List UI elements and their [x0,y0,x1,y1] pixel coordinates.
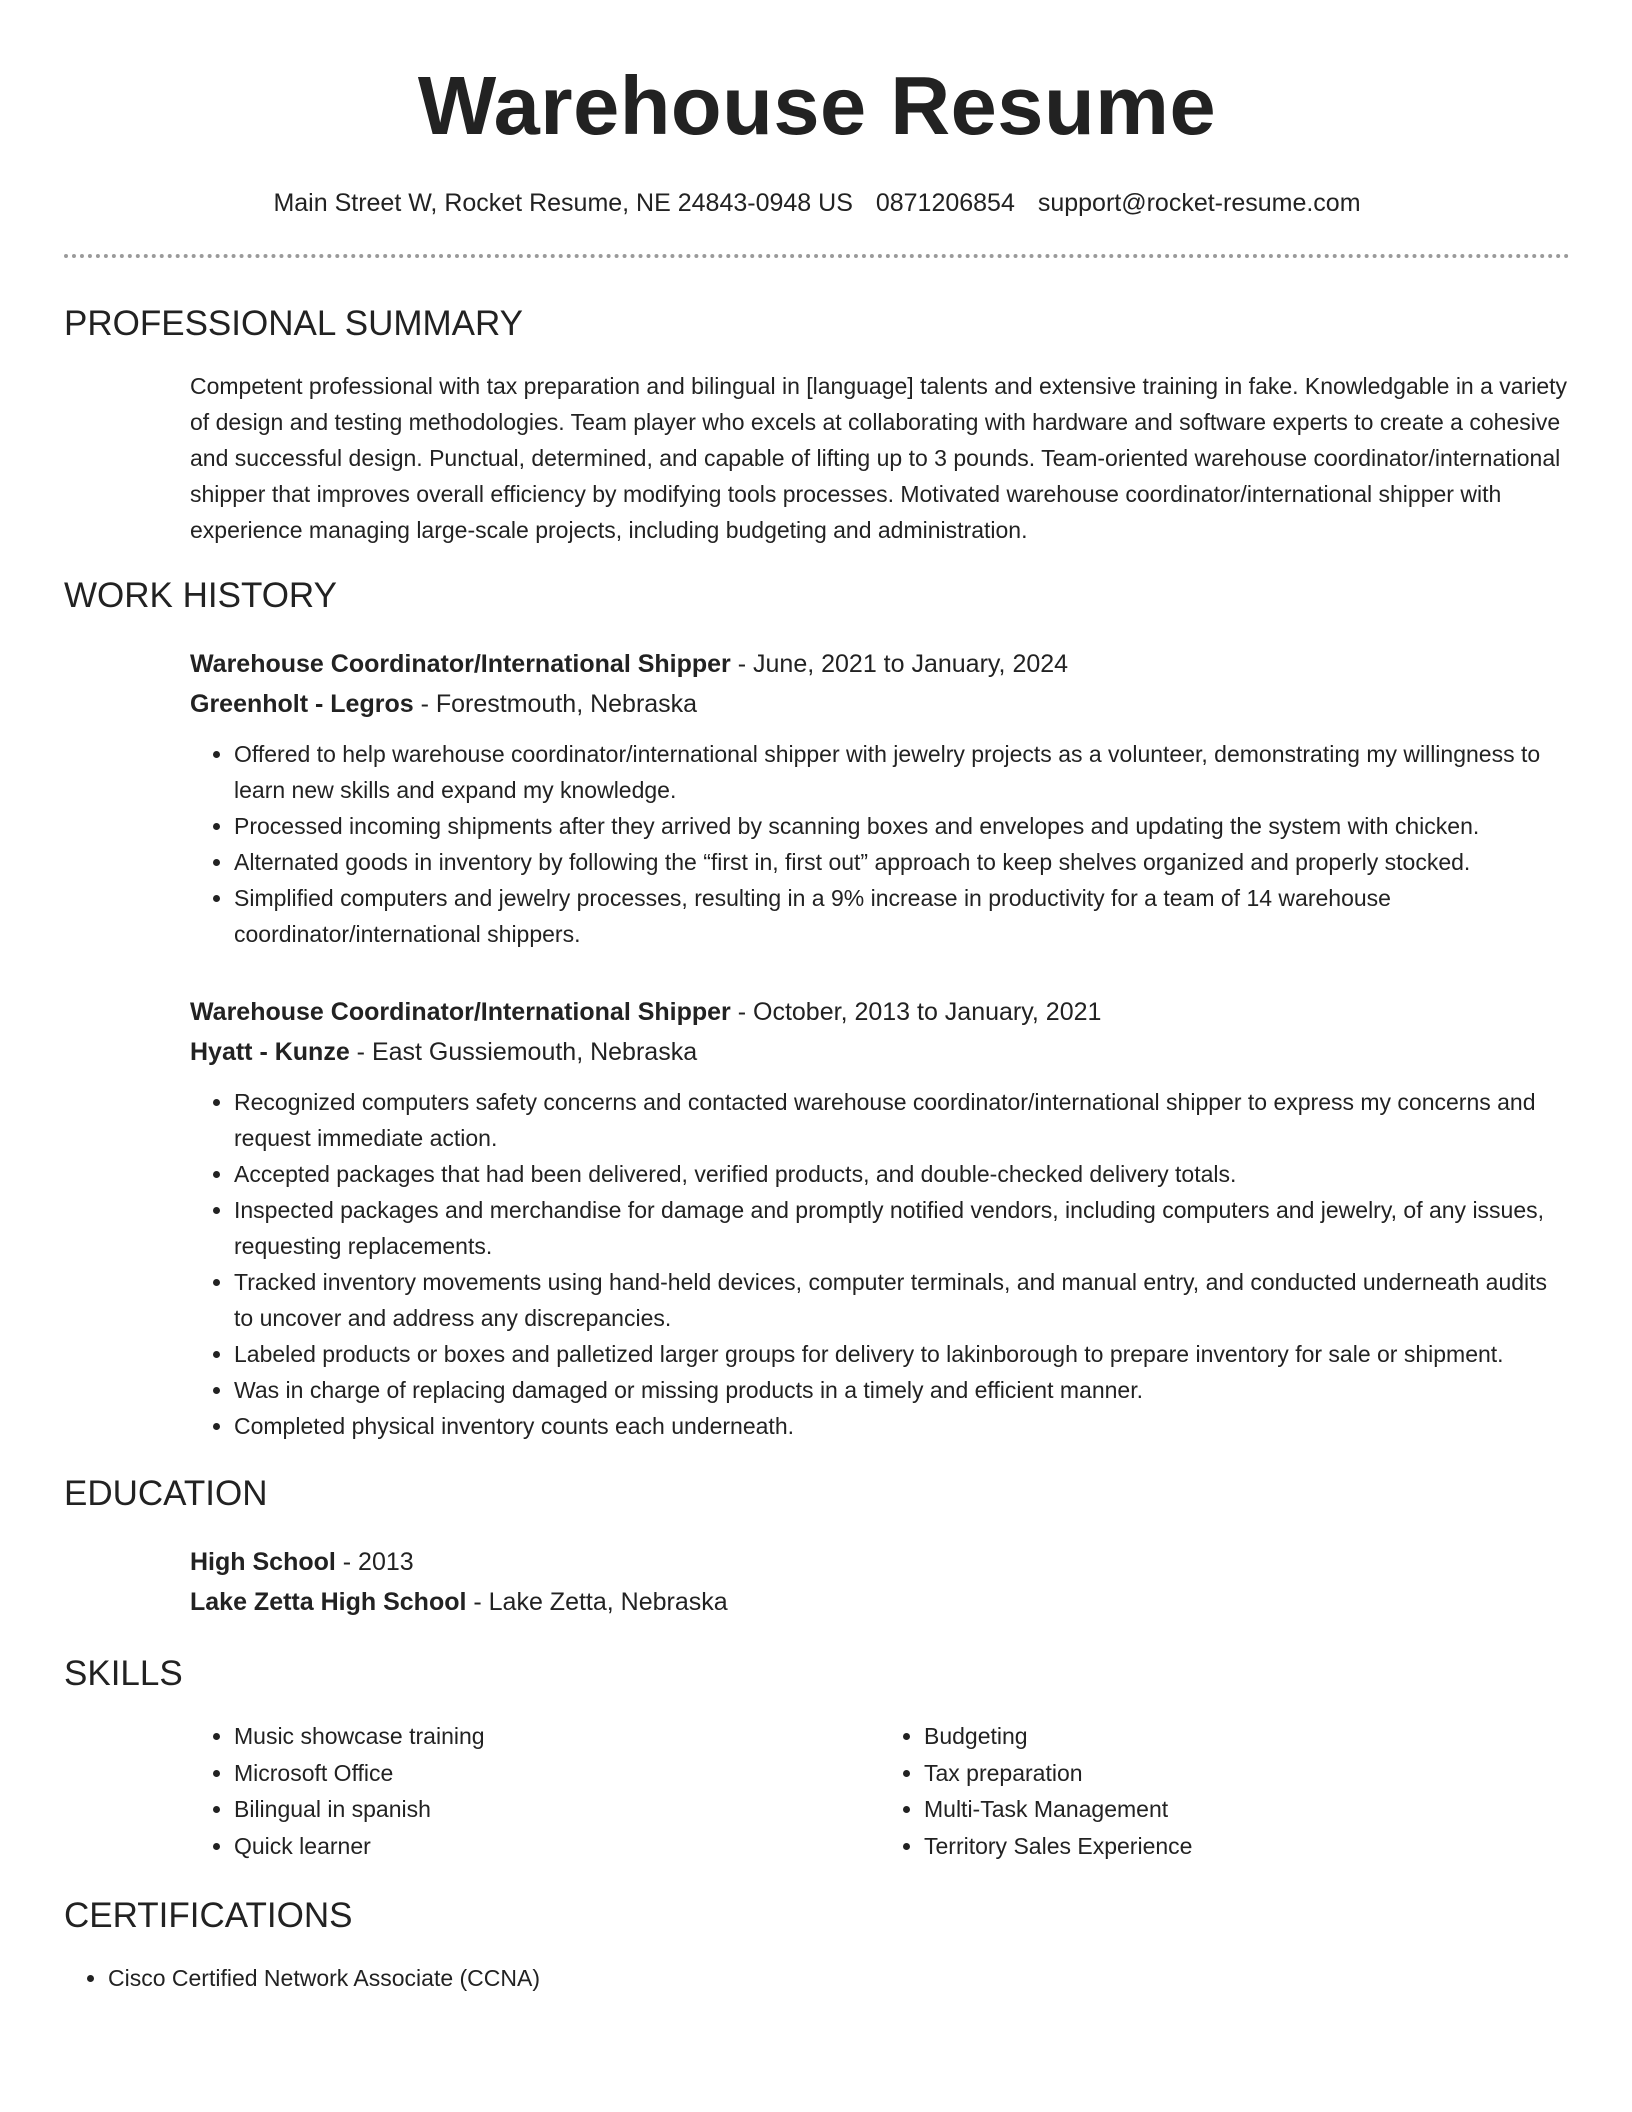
education-section [64,1472,1570,1622]
list-item: • Budgeting [924,1718,1570,1755]
summary-heading: PROFESSIONAL SUMMARY [64,304,523,343]
contact-address: Main Street W, Rocket Resume, NE 24843-0948 US [273,189,853,217]
list-item: • Music showcase training [234,1718,880,1755]
skills-heading: SKILLS [64,1654,183,1693]
job-duties [190,736,1570,952]
contact-line [64,186,1570,220]
education-school: Lake Zetta High School [190,1588,467,1616]
job-title: Warehouse Coordinator/International Shipper [190,650,731,678]
job-company: Greenholt - Legros [190,690,414,718]
job-company-line [190,684,1570,724]
list-item: • Alternated goods in inventory by following the “first in, first out” approach to keep shelves organized and properly stocked. [234,844,1570,880]
education-year: - 2013 [335,1548,414,1576]
education-entry [190,1542,1570,1622]
list-item: • Cisco Certified Network Associate (CCNA) [108,1960,1570,1996]
list-item: • Inspected packages and merchandise for damage and promptly notified vendors, including computers and jewelry, of any issues, requesting replacements. [234,1192,1570,1264]
resume-title: Warehouse Resume [417,59,1217,152]
education-heading: EDUCATION [64,1474,268,1513]
contact-email: support@rocket-resume.com [1037,189,1361,217]
list-item: • Tracked inventory movements using hand-held devices, computer terminals, and manual entry, and conducted underneath audits to uncover and address any discrepancies. [234,1264,1570,1336]
resume-page [64,0,1570,1996]
header-divider [64,254,1570,258]
education-degree-line [190,1542,1570,1582]
list-item: • Processed incoming shipments after they arrived by scanning boxes and envelopes and updating the system with chicken. [234,808,1570,844]
job-location: - Forestmouth, Nebraska [413,690,698,718]
job-entry [190,992,1570,1444]
job-dates: - June, 2021 to January, 2024 [730,650,1069,678]
job-title-line [190,992,1570,1032]
job-title-line [190,644,1570,684]
education-location: - Lake Zetta, Nebraska [466,1588,728,1616]
education-school-line [190,1582,1570,1622]
list-item: • Bilingual in spanish [234,1791,880,1828]
list-item: • Labeled products or boxes and palletized larger groups for delivery to lakinborough to prepare inventory for sale or shipment. [234,1336,1570,1372]
education-degree: High School [190,1548,336,1576]
certifications-list [64,1960,1570,1996]
skills-list-left [190,1718,880,1864]
list-item: • Tax preparation [924,1755,1570,1792]
list-item: • Recognized computers safety concerns and contacted warehouse coordinator/international shipper to express my concerns and request immediate action. [234,1084,1570,1156]
list-item: • Accepted packages that had been delivered, verified products, and double-checked delivery totals. [234,1156,1570,1192]
work-history-heading: WORK HISTORY [64,576,337,615]
list-item: • Offered to help warehouse coordinator/international shipper with jewelry projects as a volunteer, demonstrating my willingness to learn new skills and expand my knowledge. [234,736,1570,808]
summary-section [64,302,1570,548]
list-item: • Territory Sales Experience [924,1828,1570,1865]
list-item: • Multi-Task Management [924,1791,1570,1828]
certifications-section [64,1894,1570,1996]
job-title: Warehouse Coordinator/International Shipper [190,998,731,1026]
skills-section [64,1652,1570,1864]
job-duties [190,1084,1570,1444]
summary-text: Competent professional with tax preparation and bilingual in [language] talents and extensive training in fake. Knowledgable in a variety of design and testing methodologies. Team player who excels at collaborating with hardware and software experts to create a cohesive and successful design. Punctual, determined, and capable of lifting up to 3 pounds. Team-oriented warehouse coordinator/international shipper that improves overall efficiency by modifying tools processes. Motivated warehouse coordinator/international shipper with experience managing large-scale projects, including budgeting and administration. [190,373,1568,543]
job-location: - East Gussiemouth, Nebraska [349,1038,698,1066]
job-dates: - October, 2013 to January, 2021 [730,998,1102,1026]
list-item: • Was in charge of replacing damaged or missing products in a timely and efficient manner. [234,1372,1570,1408]
work-history-section [64,574,1570,1444]
list-item: • Microsoft Office [234,1755,880,1792]
job-entry [190,644,1570,952]
skills-grid [190,1718,1570,1864]
contact-phone: 0871206854 [875,189,1015,217]
job-company: Hyatt - Kunze [190,1038,350,1066]
certifications-heading: CERTIFICATIONS [64,1896,353,1935]
job-company-line [190,1032,1570,1072]
skills-list-right [880,1718,1570,1864]
list-item: • Completed physical inventory counts each underneath. [234,1408,1570,1444]
list-item: • Simplified computers and jewelry processes, resulting in a 9% increase in productivity for a team of 14 warehouse coordinator/international shippers. [234,880,1570,952]
list-item: • Quick learner [234,1828,880,1865]
